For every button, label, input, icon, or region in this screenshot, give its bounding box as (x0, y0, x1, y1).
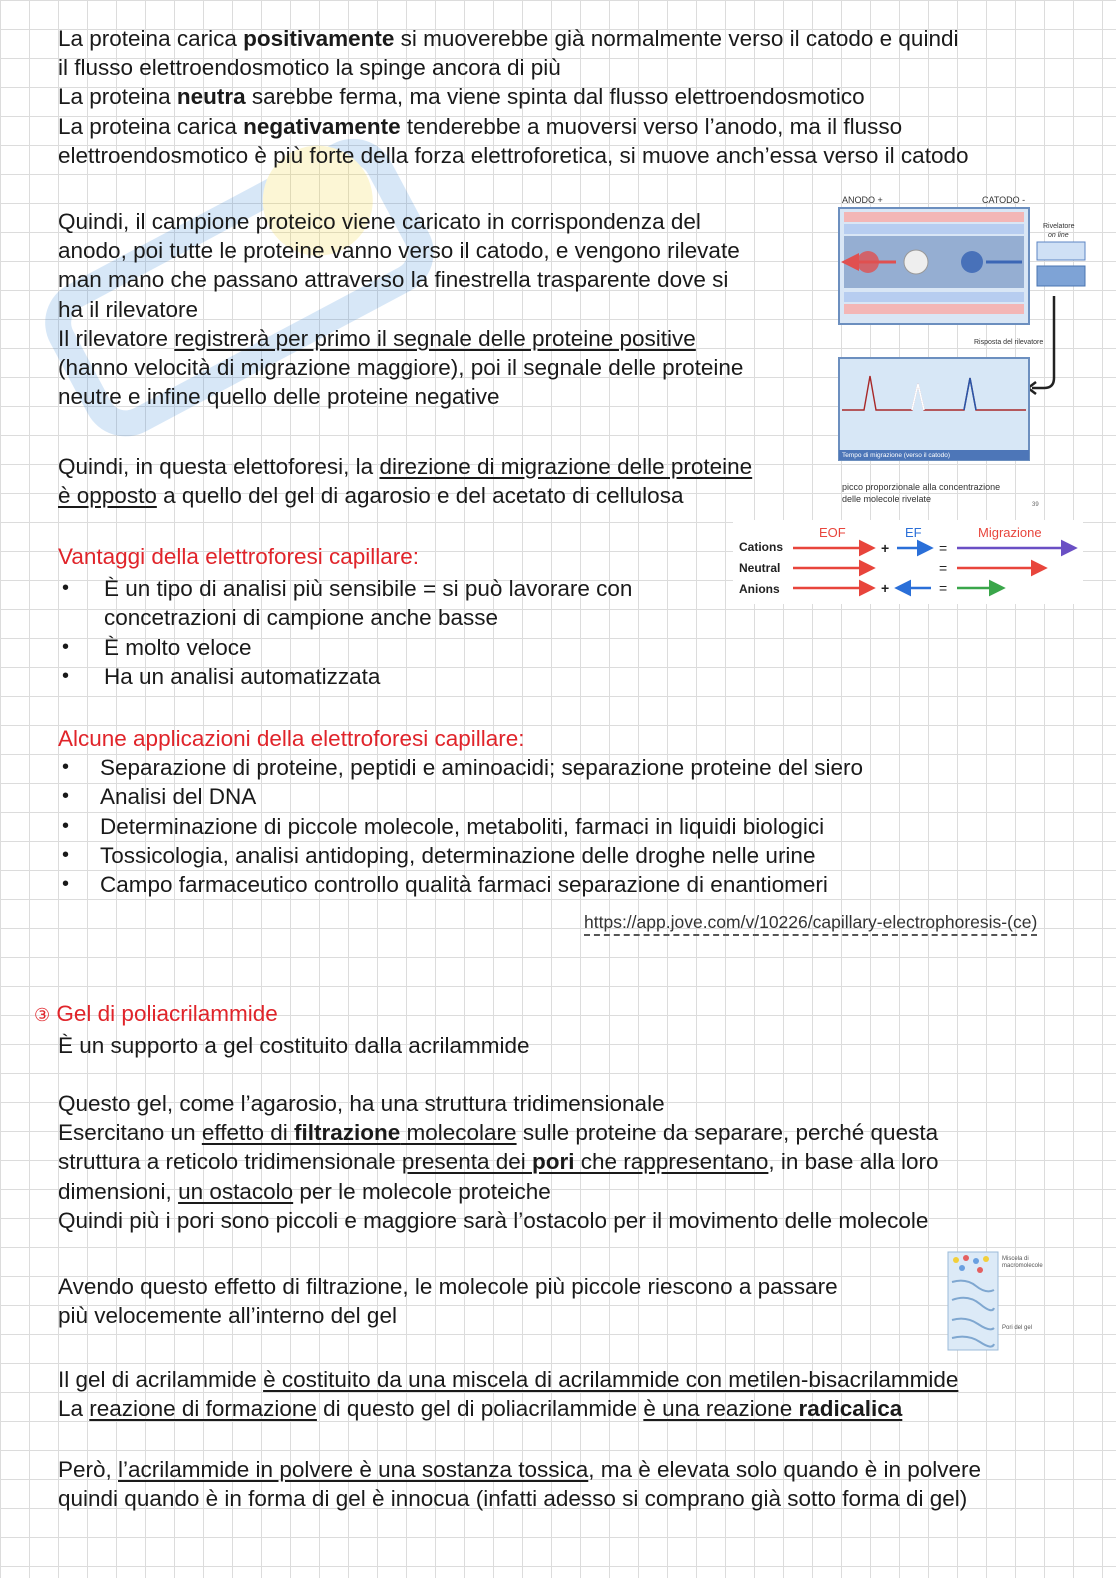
section-number-marker: ③ (34, 1005, 51, 1025)
list-item: • Analisi del DNA (58, 782, 863, 811)
anions-label: Anions (739, 582, 780, 596)
miscela-label-2: macromolecole (1002, 1263, 1043, 1269)
gel-pores-figure (946, 1250, 1054, 1352)
ef-label: EF (905, 525, 922, 540)
filtration-paragraph: Questo gel, come l’agarosio, ha una struttura tridimensionale Esercitano un effetto di filtrazione molecolare sulle proteine da separare, perché questa struttura a reticolo tridimensionale presenta dei pori che rappresentano, in base alla loro dimensioni, un ostacolo per le molecole proteiche Quindi più i pori sono piccoli e maggiore sarà l’ostacolo per il movimento delle molecole (58, 1091, 939, 1233)
online-label: on line (1048, 232, 1069, 239)
list-item: • È un tipo di analisi più sensibile = si può lavorare con concetrazioni di campione anche basse (58, 574, 632, 632)
svg-text:+: + (881, 580, 890, 596)
vantaggi-section (58, 542, 632, 691)
svg-text:=: = (939, 560, 948, 576)
list-item: • Campo farmaceutico controllo qualità farmaci separazione di enantiomeri (58, 870, 863, 899)
svg-text:+: + (881, 540, 890, 556)
negative-protein (961, 251, 983, 273)
section-3-intro: È un supporto a gel costituito dalla acrilammide (58, 1033, 530, 1058)
risposta-label: Risposta del rilevatore (974, 339, 1044, 346)
applicazioni-section (58, 724, 863, 899)
list-item: • È molto veloce (58, 633, 632, 662)
applicazioni-title: Alcune applicazioni della elettroforesi capillare: (58, 726, 525, 751)
anodo-label: ANODO + (842, 195, 883, 205)
migration-direction-paragraph: Quindi, in questa elettoforesi, la direzione di migrazione delle proteine è opposto a quello del gel di agarosio e del acetato di cellulosa (58, 454, 753, 509)
eof-label: EOF (819, 525, 846, 540)
miscela-label-1: Miscela di (1002, 1256, 1029, 1262)
capillary-electrophoresis-figure (836, 188, 1090, 514)
catodo-label: CATODO - (982, 195, 1026, 205)
svg-text:=: = (939, 540, 948, 556)
list-item: • Determinazione di piccole molecole, metaboliti, farmaci in liquidi biologici (58, 812, 863, 841)
neutral-protein (904, 250, 928, 274)
picco-label-2: delle molecole rivelate (842, 494, 932, 504)
figure-page-number: 39 (1032, 502, 1039, 508)
positive-protein (857, 251, 879, 273)
tempo-label: Tempo di migrazione (verso il catodo) (842, 452, 951, 459)
list-item: • Separazione di proteine, peptidi e aminoacidi; separazione proteine del siero (58, 753, 863, 782)
section-3-heading: ③ Gel di poliacrilammide (34, 1001, 278, 1026)
list-item: • Tossicologia, analisi antidoping, determinazione delle droghe nelle urine (58, 841, 863, 870)
rivelatore-label: Rivelatore (1043, 223, 1075, 230)
intro-paragraph: La proteina carica positivamente si muoverebbe già normalmente verso il catodo e quindi il flusso elettroendosmotico la spinge ancora di più La proteina neutra sarebbe ferma, ma viene spinta dal flusso elettroendosmotico La proteina carica negativamente tenderebbe a muoversi verso l’anodo, ma il flusso elettroendosmotico è più forte della forza elettroforetica, si muove anch’essa verso il catodo (58, 26, 969, 168)
cations-label: Cations (739, 540, 784, 554)
pori-label: Pori del gel (1002, 1325, 1033, 1331)
vantaggi-title: Vantaggi della elettroforesi capillare: (58, 544, 420, 569)
small-molecules-paragraph: Avendo questo effetto di filtrazione, le molecole più piccole riescono a passare più velocemente all’interno del gel (58, 1274, 838, 1329)
jove-link[interactable]: https://app.jove.com/v/10226/capillary-electrophoresis-(ce) (584, 912, 1037, 936)
picco-label-1: picco proporzionale alla concentrazione (842, 482, 1001, 492)
list-item: • Ha un analisi automatizzata (58, 662, 632, 691)
svg-text:=: = (939, 580, 948, 596)
eof-ef-migration-figure (733, 520, 1083, 604)
sample-loading-paragraph: Quindi, il campione proteico viene caricato in corrispondenza del anodo, poi tutte le proteine vanno verso il catodo, e vengono rilevate man mano che passano attraverso la finestrella trasparente dove si ha il rilevatore Il rilevatore registrerà per primo il segnale delle proteine positive (hanno velocità di migrazione maggiore), poi il segnale delle proteine neutre e infine quello delle proteine negative (58, 209, 744, 410)
composition-paragraph: Il gel di acrilammide è costituito da una miscela di acrilammide con metilen-bisacrilammide La reazione di formazione di questo gel di poliacrilammide è una reazione radicalica (58, 1367, 959, 1422)
toxicity-paragraph: Però, l’acrilammide in polvere è una sostanza tossica, ma è elevata solo quando è in polvere quindi quando è in forma di gel è innocua (infatti adesso si comprano già sotto forma di gel) (58, 1457, 982, 1512)
neutral-label: Neutral (739, 561, 781, 575)
migrazione-label: Migrazione (978, 525, 1042, 540)
